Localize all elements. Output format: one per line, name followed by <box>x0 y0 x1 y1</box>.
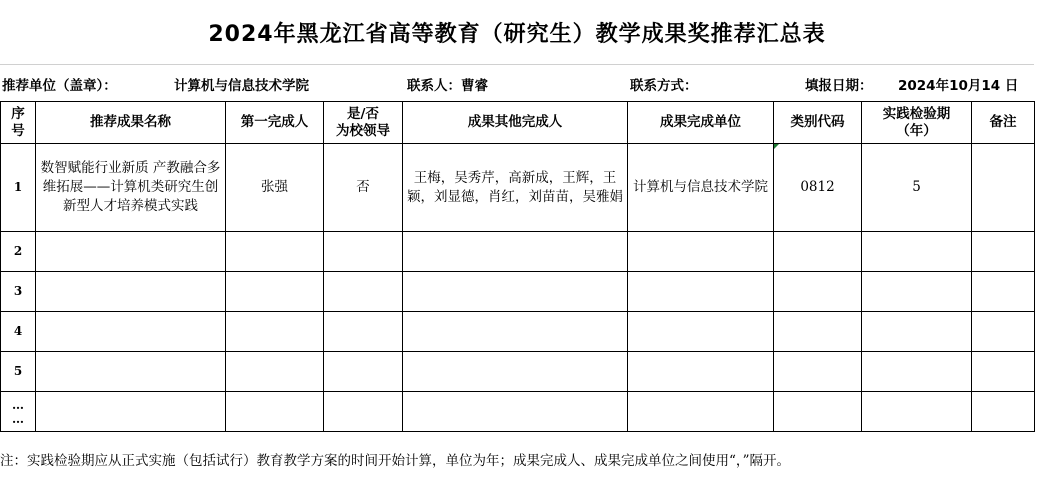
cell-leader[interactable] <box>324 312 403 352</box>
cell-unit[interactable]: 计算机与信息技术学院 <box>628 144 774 232</box>
header-period-line2: （年） <box>896 122 937 139</box>
cell-leader[interactable] <box>324 392 403 432</box>
row-idx: 3 <box>1 272 36 312</box>
cell-period[interactable] <box>862 352 972 392</box>
info-bar <box>0 65 1034 101</box>
table-header-row <box>1 102 1035 144</box>
header-code: 类别代码 <box>774 102 862 144</box>
page-title: 2024年黑龙江省高等教育（研究生）教学成果奖推荐汇总表 <box>0 0 1034 65</box>
cell-name[interactable] <box>36 272 226 312</box>
cell-name[interactable] <box>36 392 226 432</box>
cell-unit[interactable] <box>628 352 774 392</box>
header-first: 第一完成人 <box>226 102 324 144</box>
cell-leader[interactable] <box>324 352 403 392</box>
unit-label: 推荐单位（盖章）： <box>2 78 117 94</box>
header-name: 推荐成果名称 <box>36 102 226 144</box>
table-row <box>1 312 1035 352</box>
cell-name[interactable] <box>36 312 226 352</box>
header-others: 成果其他完成人 <box>403 102 628 144</box>
cell-code[interactable] <box>774 352 862 392</box>
cell-name[interactable] <box>36 232 226 272</box>
table-row <box>1 232 1035 272</box>
cell-code[interactable] <box>774 272 862 312</box>
cell-code[interactable] <box>774 312 862 352</box>
cell-others[interactable] <box>403 352 628 392</box>
header-leader <box>324 102 403 144</box>
footnote: 注：实践检验期应从正式实施（包括试行）教育教学方案的时间开始计算，单位为年；成果完成人、成果完成单位之间使用“，”隔开。 <box>0 453 791 469</box>
row-idx-line1: … <box>12 397 24 412</box>
header-period-line1: 实践检验期 <box>882 105 951 122</box>
header-remark: 备注 <box>972 102 1035 144</box>
cell-remark[interactable] <box>972 312 1035 352</box>
table-row <box>1 352 1035 392</box>
cell-first[interactable] <box>226 272 324 312</box>
cell-name[interactable] <box>36 352 226 392</box>
cell-unit[interactable] <box>628 392 774 432</box>
cell-unit[interactable] <box>628 272 774 312</box>
header-period <box>862 102 972 144</box>
cell-code[interactable] <box>774 392 862 432</box>
cell-leader[interactable]: 否 <box>324 144 403 232</box>
cell-remark[interactable] <box>972 232 1035 272</box>
cell-code[interactable] <box>774 144 862 232</box>
row-idx <box>1 392 36 432</box>
cell-others[interactable]: 王梅，吴秀芹，高新成，王辉，王颖，刘显德，肖红，刘苗苗，吴雅娟 <box>403 144 628 232</box>
cell-code-value: 0812 <box>800 179 835 195</box>
comment-indicator-icon <box>774 144 779 149</box>
header-idx-line1: 序 <box>11 105 25 122</box>
cell-unit[interactable] <box>628 312 774 352</box>
table-row <box>1 144 1035 232</box>
cell-first[interactable]: 张强 <box>226 144 324 232</box>
row-idx-line2: … <box>12 411 24 426</box>
row-idx: 2 <box>1 232 36 272</box>
unit-value: 计算机与信息技术学院 <box>174 78 309 94</box>
table-row <box>1 272 1035 312</box>
cell-remark[interactable] <box>972 352 1035 392</box>
cell-remark[interactable] <box>972 144 1035 232</box>
cell-period[interactable]: 5 <box>862 144 972 232</box>
cell-unit[interactable] <box>628 232 774 272</box>
header-leader-line1: 是/否 <box>347 105 379 122</box>
contact-label: 联系人：曹睿 <box>407 78 488 94</box>
header-idx-line2: 号 <box>11 122 25 139</box>
cell-period[interactable] <box>862 392 972 432</box>
phone-label: 联系方式： <box>630 78 698 94</box>
cell-code[interactable] <box>774 232 862 272</box>
header-unit: 成果完成单位 <box>628 102 774 144</box>
cell-period[interactable] <box>862 312 972 352</box>
cell-remark[interactable] <box>972 392 1035 432</box>
cell-first[interactable] <box>226 312 324 352</box>
header-leader-line2: 为校领导 <box>336 122 390 139</box>
cell-period[interactable] <box>862 232 972 272</box>
cell-first[interactable] <box>226 392 324 432</box>
row-idx: 4 <box>1 312 36 352</box>
row-idx: 5 <box>1 352 36 392</box>
table-row <box>1 392 1035 432</box>
cell-others[interactable] <box>403 392 628 432</box>
row-idx: 1 <box>1 144 36 232</box>
cell-others[interactable] <box>403 272 628 312</box>
cell-first[interactable] <box>226 232 324 272</box>
summary-table <box>0 101 1035 432</box>
cell-others[interactable] <box>403 232 628 272</box>
cell-others[interactable] <box>403 312 628 352</box>
date-value: 2024年10月14 日 <box>898 78 1019 94</box>
cell-remark[interactable] <box>972 272 1035 312</box>
cell-leader[interactable] <box>324 272 403 312</box>
cell-first[interactable] <box>226 352 324 392</box>
cell-leader[interactable] <box>324 232 403 272</box>
cell-name[interactable]: 数智赋能行业新质 产教融合多维拓展——计算机类研究生创新型人才培养模式实践 <box>36 144 226 232</box>
date-label: 填报日期： <box>805 78 873 94</box>
cell-period[interactable] <box>862 272 972 312</box>
header-idx <box>1 102 36 144</box>
